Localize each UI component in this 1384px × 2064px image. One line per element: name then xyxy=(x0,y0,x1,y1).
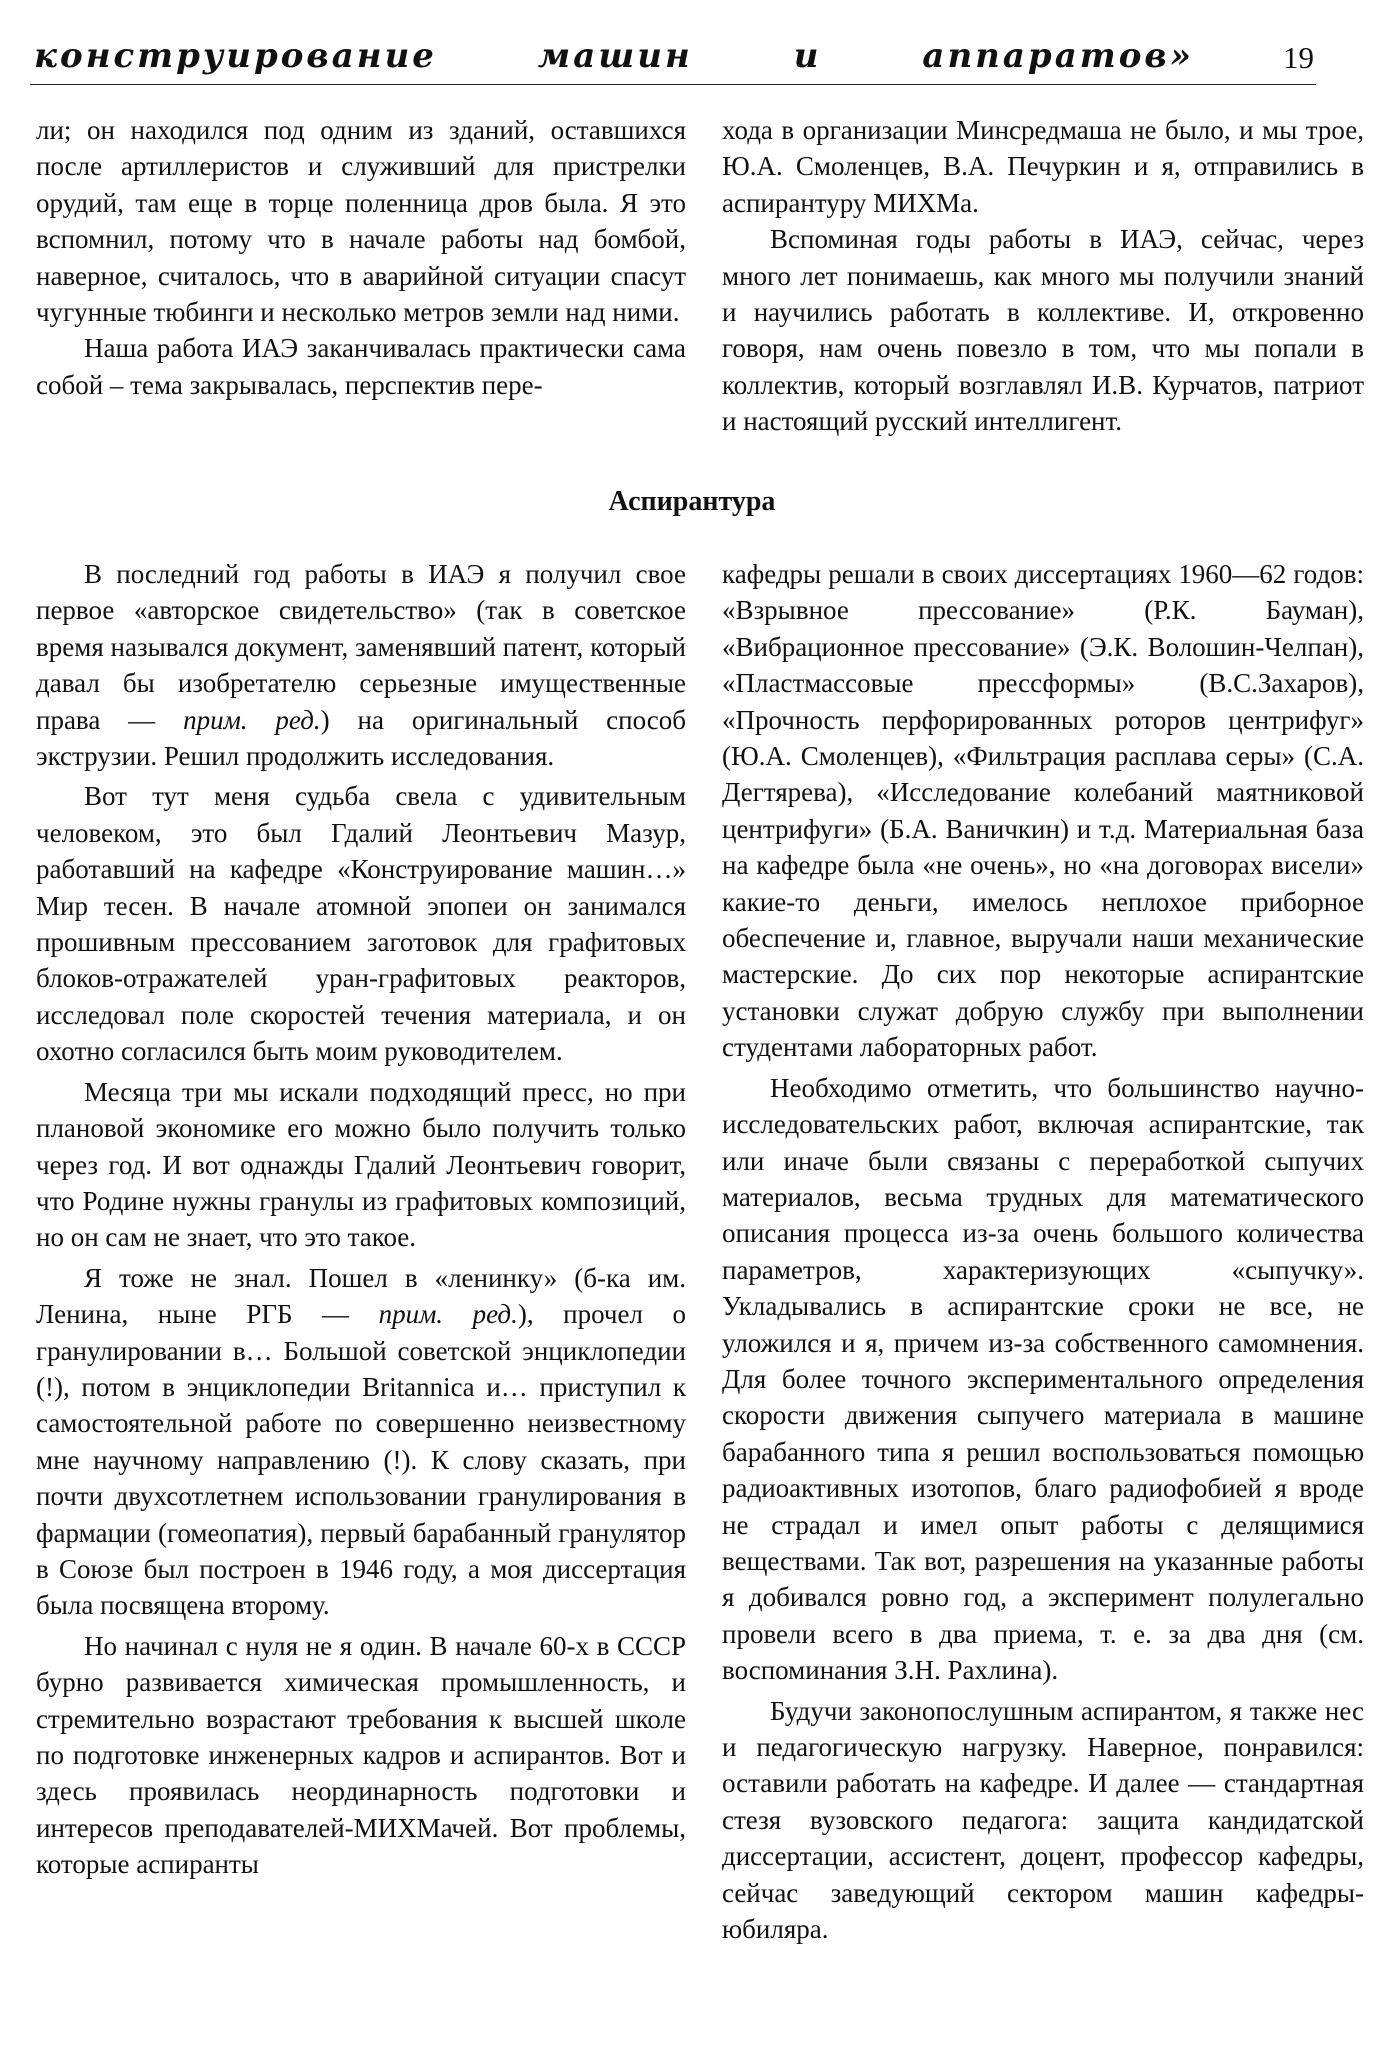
paragraph: кафедры решали в своих диссертациях 1960—62 годов: «Взрывное прессование» (Р.К. Бауман), «Вибрационное прессование» (Э.К. Волошин-Челпан), «Пластмассовые прессформы» (В.С.Захаров), «Прочность перфорированных роторов центрифуг» (Ю.А. Смоленцев), «Фильтрация расплава серы» (С.А. Дегтярева), «Исследование колебаний маятниковой центрифуги» (Б.А. Ваничкин) и т.д. Материальная база на кафедре была «не очень», но «на договорах висели» какие-то деньги, имелось неплохое приборное обеспечение и, главное, выручали наши механические мастерские. До сих пор некоторые аспирантские установки служат добрую службу при выполнении студентами лабораторных работ. xyxy=(722,559,1364,1063)
header-word-2: машин xyxy=(537,36,693,76)
paragraph: Вспоминая годы работы в ИАЭ, сейчас, через много лет понимаешь, как много мы получили знаний и научились работать в коллективе. И, откровенно говоря, нам очень повезло в том, что мы попали в коллектив, который возглавлял И.В. Курчатов, патриот и настоящий русский интеллигент. xyxy=(722,224,1364,437)
bottom-right-column xyxy=(722,556,1364,1947)
paragraph: хода в организации Минсредмаша не было, и мы трое, Ю.А. Смоленцев, В.А. Печуркин и я, отправились в аспирантуру МИХМа. xyxy=(722,115,1364,218)
text-run: ), прочел о гранулировании в… Большой советской энциклопедии (!), потом в энциклопедии Britannica и… приступил к самостоятельной работе по совершенно неизвестному мне научному направлению (!). К слову сказать, при почти двухсотлетнем использовании гранулирования в фармации (гомеопатия), первый барабанный гранулятор в Союзе был построен в 1946 году, а моя диссертация была посвящена второму. xyxy=(36,1299,686,1621)
header-divider xyxy=(30,84,1316,85)
paragraph xyxy=(36,1260,686,1624)
text-run: В последний год работы в ИАЭ я получил свое первое «авторское свидетельство» (так в советское время назывался документ, заменявший патент, который давал бы изобретателю серьезные имущественные права — xyxy=(36,559,686,735)
paragraph: Наша работа ИАЭ заканчивалась практически сама собой – тема закрывалась, перспектив пере- xyxy=(36,333,686,400)
top-left-column xyxy=(36,112,686,403)
editor-note: прим. ред. xyxy=(378,1299,518,1330)
paragraph: Месяца три мы искали подходящий пресс, но при плановой экономике его можно было получить только через год. И вот однажды Гдалий Леонтьевич говорит, что Родине нужны гранулы из графитовых композиций, но он сам не знает, что это такое. xyxy=(36,1076,686,1253)
header-word-4: аппаратов» xyxy=(922,36,1194,76)
editor-note: прим. ред. xyxy=(183,704,321,735)
paragraph: Но начинал с нуля не я один. В начале 60-х в СССР бурно развивается химическая промышленность, и стремительно возрастают требования к высшей школе по подготовке инженерных кадров и аспирантов. Вот и здесь проявилась неординарность подготовки и интересов преподавателей-МИХМачей. Вот проблемы, которые аспиранты xyxy=(36,1630,686,1880)
paragraph: Необходимо отметить, что большинство научно-исследовательских работ, включая аспирантские, так или иначе были связаны с переработкой сыпучих материалов, весьма трудных для математического описания процесса из-за очень большого количества параметров, характеризующих «сыпучку». Укладывались в аспирантские сроки не все, не уложился и я, причем из-за собственного самомнения. Для более точного экспериментального определения скорости движения сыпучего материала в машине барабанного типа я решил воспользоваться помощью радиоактивных изотопов, благо радиофобией я вроде не страдал и имел опыт работы с делящимися веществами. Так вот, разрешения на указанные работы я добивался ровно год, а эксперимент полулегально провели всего в два приема, т. е. за два дня (см. воспоминания З.Н. Рахлина). xyxy=(722,1072,1364,1686)
running-header xyxy=(34,22,1314,76)
header-word-1: конструирование xyxy=(34,36,437,76)
bottom-left-column xyxy=(36,556,686,1883)
running-header-title xyxy=(34,36,1254,76)
paragraph xyxy=(36,556,686,774)
section-heading: Аспирантура xyxy=(608,486,776,517)
paragraph: Будучи законопослушным аспирантом, я также нес и педагогическую нагрузку. Наверное, понравился: оставили работать на кафедре. И далее — стандартная стезя вузовского педагога: защита кандидатской диссертации, ассистент, доцент, профессор кафедры, сейчас заведующий сектором машин кафедры-юбиляра. xyxy=(722,1695,1364,1945)
text-run: Я тоже не знал. Пошел в «ленинку» (б-ка им. Ленина, ныне РГБ — xyxy=(36,1262,686,1330)
paragraph: Вот тут меня судьба свела с удивительным человеком, это был Гдалий Леонтьевич Мазур, работавший на кафедре «Конструирование машин…» Мир тесен. В начале атомной эпопеи он занимался прошивным прессованием заготовок для графитовых блоков-отражателей уран-графитовых реакторов, исследовал поле скоростей течения материала, и он охотно согласился быть моим руководителем. xyxy=(36,781,686,1067)
header-word-3: и xyxy=(793,36,822,76)
text-run: ) на оригинальный способ экструзии. Решил продолжить исследования. xyxy=(36,704,686,772)
page-number: 19 xyxy=(1283,40,1314,75)
paragraph: ли; он находился под одним из зданий, оставшихся после артиллеристов и служивший для пристрелки орудий, там еще в торце поленница дров была. Я это вспомнил, потому что в начале работы над бомбой, наверное, считалось, что в аварийной ситуации спасут чугунные тюбинги и несколько метров земли над ними. xyxy=(36,115,686,328)
top-right-column xyxy=(722,112,1364,440)
